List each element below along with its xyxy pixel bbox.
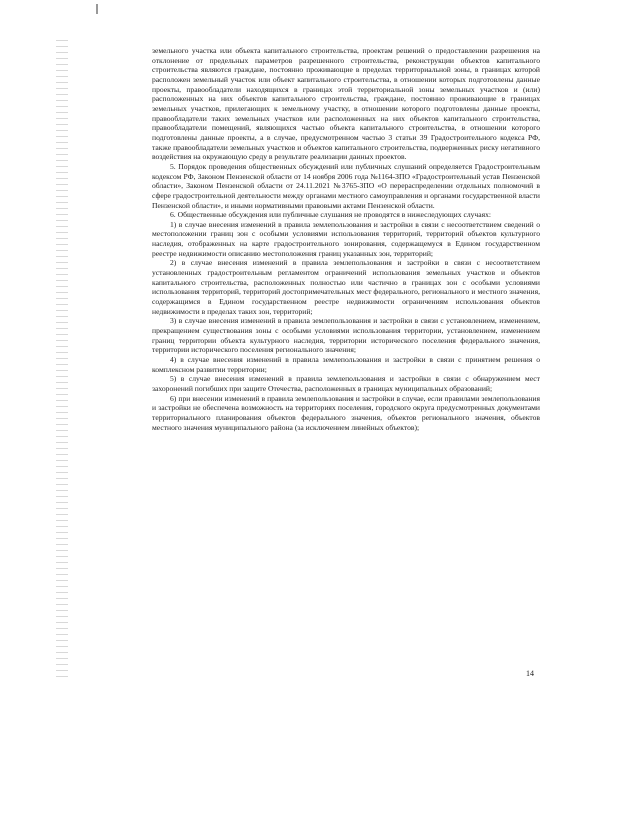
paragraph-subitem-4: 4) в случае внесения изменений в правила землепользования и застройки в связи с принятием решения о комплексном развитии территории; [152,355,540,374]
paragraph-subitem-5: 5) в случае внесения изменений в правила землепользования и застройки в связи с обнаружением мест захоронений погибших при защите Отечества, расположенных в границах муниципальных образований; [152,374,540,393]
paragraph-subitem-3: 3) в случае внесения изменений в правила землепользования и застройки в связи с установлением, изменением, прекращением существования зоны с особыми условиями использования территории, установлением, изменением границ территории объекта культурного наследия, территории исторического поселения федерального значения, территории исторического поселения регионального значения; [152,316,540,355]
paragraph-item-6: 6. Общественные обсуждения или публичные слушания не проводятся в нижеследующих случаях: [170,210,491,220]
binding-edge-artifact [56,40,68,680]
page-number: 14 [526,669,534,678]
scan-artifact-mark [96,4,98,14]
paragraph-subitem-2: 2) в случае внесения изменений в правила землепользования и застройки в связи с несоответствием установленных градостроительным регламентом ограничений использования земельных участков и объектов капитального строительства, расположенных полностью или частично в границах зон с особыми условиями использования территорий, территорий достопримечательных мест федерального, регионального и местного значения, содержащимся в Едином государственном реестре недвижимости ограничениям использования объектов недвижимости в пределах таких зон, территорий; [152,258,540,316]
document-body [152,46,540,432]
paragraph-subitem-1: 1) в случае внесения изменений в правила землепользования и застройки в связи с несоответствием сведений о местоположении границ зон с особыми условиями использования территорий, территорий объектов культурного наследия, отображенных на карте градостроительного зонирования, содержащемуся в Едином государственном реестре недвижимости описанию местоположения границ указанных зон, территорий; [152,219,540,258]
paragraph-item-5: 5. Порядок проведения общественных обсуждений или публичных слушаний определяется Градостроительным кодексом РФ, Законом Пензенской области от 14 ноября 2006 года №1164-ЗПО «Градостроительный устав Пензенской области», Законом Пензенской области от 24.11.2021 №3765-ЗПО «О перераспределении отдельных полномочий в сфере градостроительной деятельности между органами местного самоуправления и органами государственной власти Пензенской области», и иными нормативными правовыми актами Пензенской области. [152,161,540,210]
paragraph-subitem-6: 6) при внесении изменений в правила землепользования и застройки в случае, если правилами землепользования и застройки не обеспечена возможность на территориях поселения, городского округа предусмотренных документами территориального планирования объектов федерального значения, объектов регионального значения, объектов местного значения муниципального района (за исключением линейных объектов); [152,393,540,432]
paragraph-continuation: земельного участка или объекта капитального строительства, проектам решений о предоставлении разрешения на отклонение от предельных параметров разрешенного строительства, реконструкции объектов капитального строительства являются граждане, постоянно проживающие в пределах территориальной зоны, в границах которой расположен земельный участок или объект капитального строительства, в отношении которых подготовлены данные проекты, правообладатели находящихся в границах этой территориальной зоны земельных участков и (или) расположенных на них объектов капитального строительства, граждане, постоянно проживающие в границах земельных участков, прилегающих к земельному участку, в отношении которого подготовлены данные проекты, правообладатели таких земельных участков или расположенных на них объектов капитального строительства, правообладатели помещений, являющихся частью объекта капитального строительства, в отношении которого подготовлены данные проекты, а в случае, предусмотренном частью 3 статьи 39 Градостроительного кодекса РФ, также правообладатели земельных участков и объектов капитального строительства, подверженных риску негативного воздействия на окружающую среду в результате реализации данных проектов. [152,46,540,162]
